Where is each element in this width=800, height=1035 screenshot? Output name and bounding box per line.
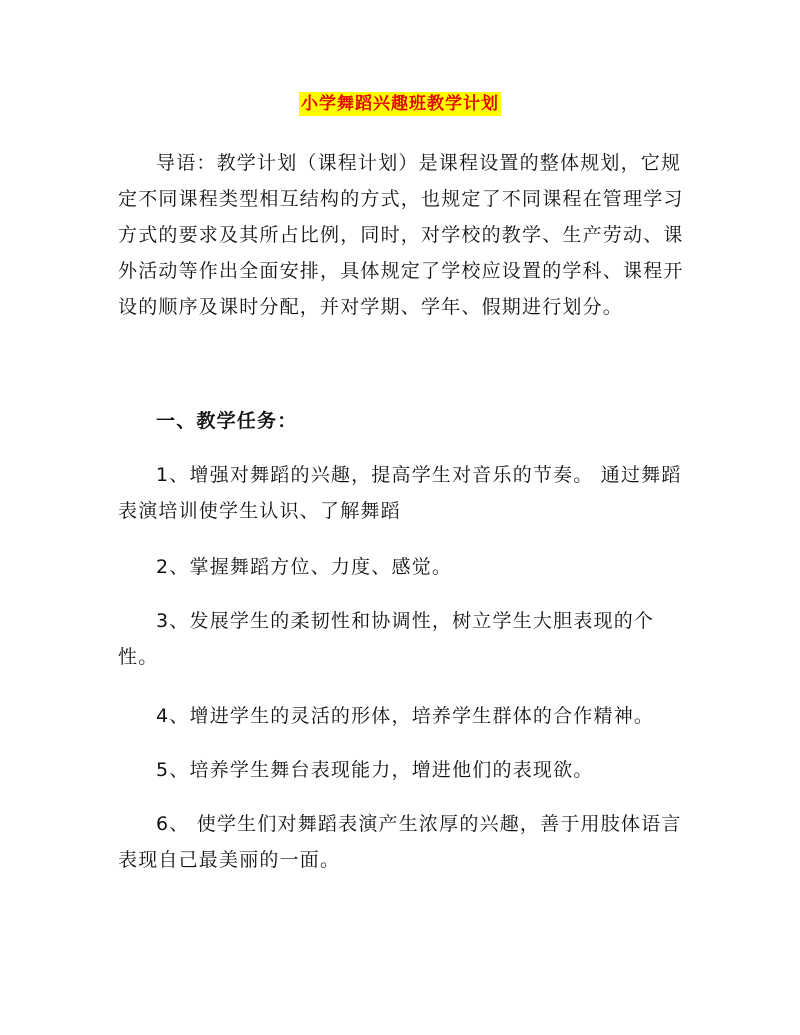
list-item: 2、掌握舞蹈方位、力度、感觉。 [156, 556, 453, 578]
title-container [0, 92, 800, 116]
intro-paragraph: 导语：教学计划（课程计划）是课程设置的整体规划，它规定不同课程类型相互结构的方式，也规定了不同课程在管理学习方式的要求及其所占比例，同时，对学校的教学、生产劳动、课外活动等作出全面安排，具体规定了学校应设置的学科、课程开设的顺序及课时分配，并对学期、学年、假期进行划分。 [118, 152, 684, 318]
list-item: 1、增强对舞蹈的兴趣，提高学生对音乐的节奏。 通过舞蹈表演培训使学生认识、了解舞蹈 [118, 464, 682, 522]
section-heading: 一、教学任务： [156, 410, 298, 432]
list-item: 4、增进学生的灵活的形体，培养学生群体的合作精神。 [156, 705, 655, 727]
document-title: 小学舞蹈兴趣班教学计划 [301, 94, 499, 114]
list-item: 5、培养学生舞台表现能力，增进他们的表现欲。 [156, 759, 594, 781]
list-item: 3、发展学生的柔韧性和协调性，树立学生大胆表现的个性。 [118, 610, 655, 668]
list-item: 6、 使学生们对舞蹈表演产生浓厚的兴趣，善于用肢体语言表现自己最美丽的一面。 [118, 813, 682, 871]
